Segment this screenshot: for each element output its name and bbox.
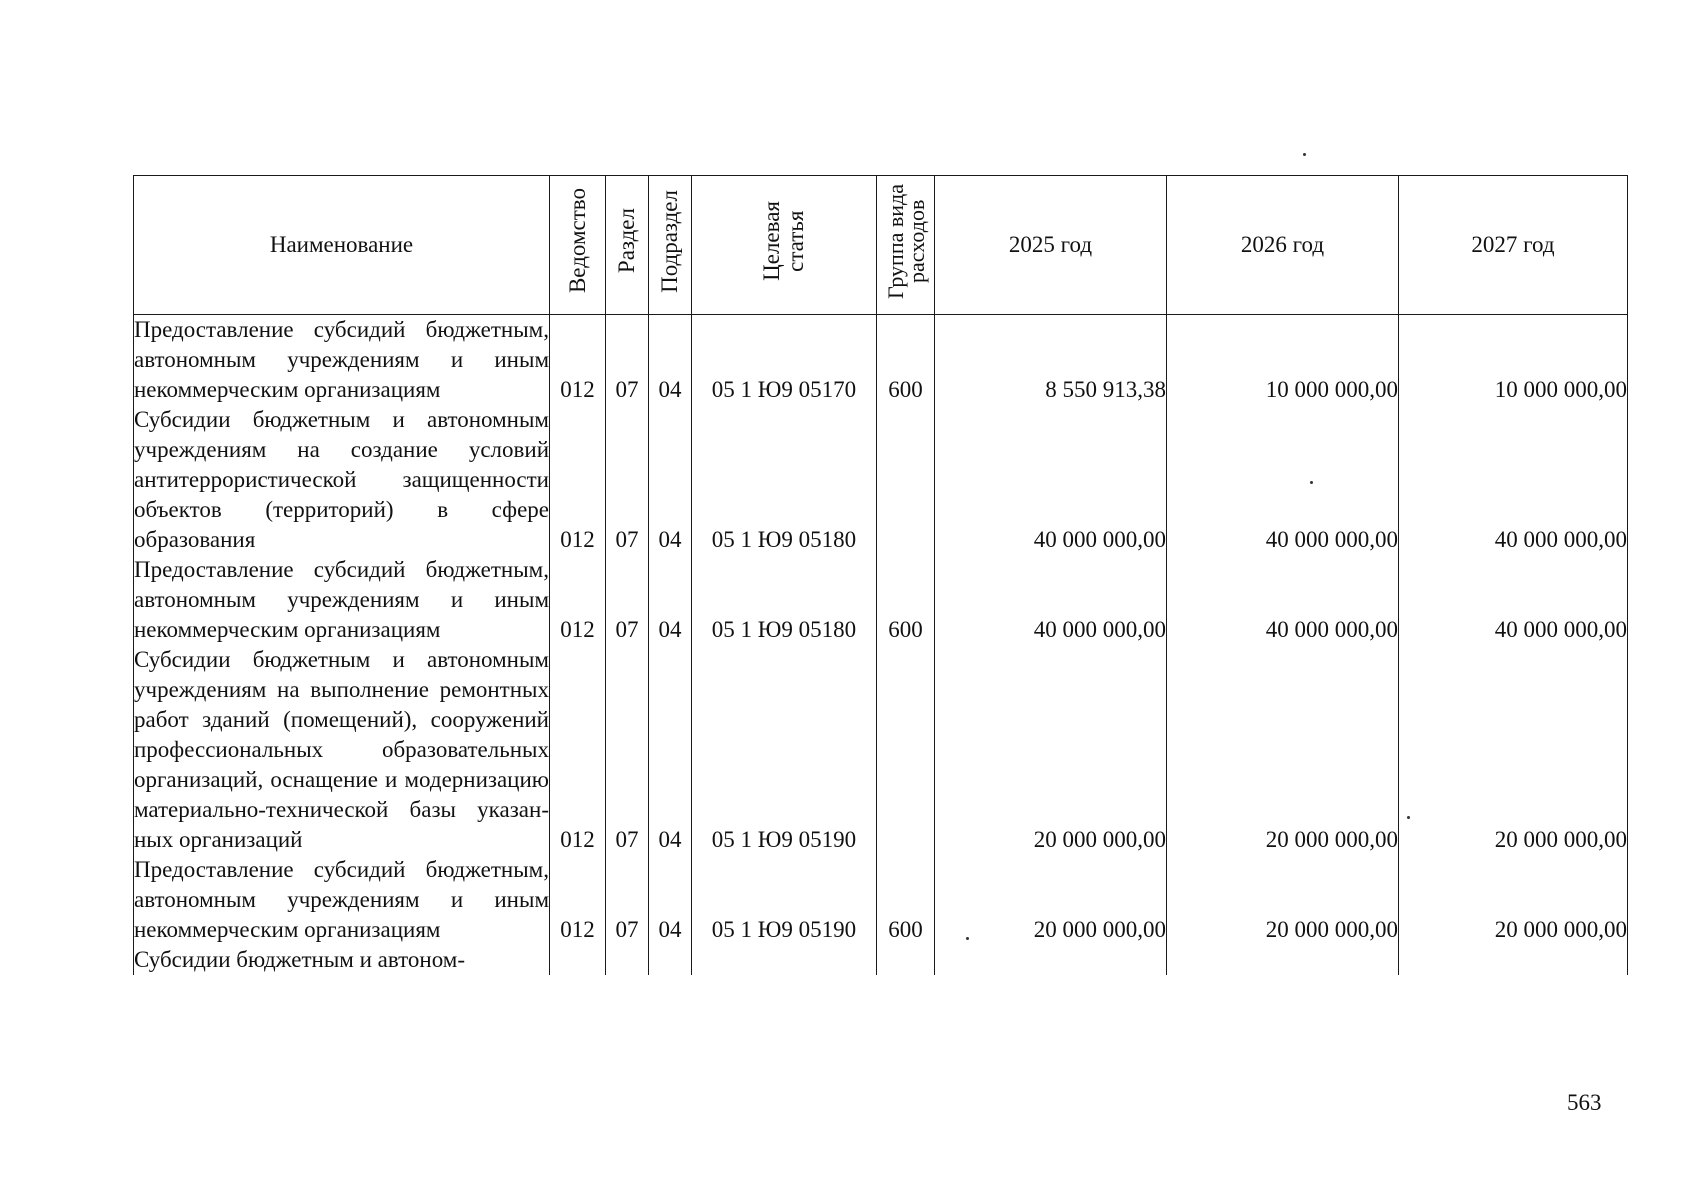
row-cell-empty <box>877 945 935 975</box>
scan-speck <box>966 937 969 940</box>
header-2027 <box>1399 176 1628 315</box>
row-subsection: 04 <box>649 315 692 406</box>
row-cell-empty <box>606 945 649 975</box>
row-amount-2025: 8 550 913,38 <box>935 315 1167 406</box>
scan-speck <box>1407 816 1410 819</box>
row-department: 012 <box>550 645 606 855</box>
table-header <box>134 176 1628 315</box>
row-amount-2025: 40 000 000,00 <box>935 405 1167 555</box>
header-department-text: Ведомство <box>564 188 590 294</box>
header-target-line1: Целевая <box>759 201 784 281</box>
budget-table <box>133 175 1628 975</box>
row-department: 012 <box>550 555 606 645</box>
row-expense-group <box>877 645 935 855</box>
row-section: 07 <box>606 555 649 645</box>
header-name-text: Наименование <box>269 232 414 257</box>
row-amount-2027: 40 000 000,00 <box>1399 555 1628 645</box>
row-cell-empty <box>692 945 877 975</box>
table-body <box>134 315 1628 976</box>
header-2025-text: 2025 год <box>1008 232 1093 257</box>
header-subsection <box>649 176 692 315</box>
row-department: 012 <box>550 855 606 945</box>
row-department: 012 <box>550 315 606 406</box>
row-section: 07 <box>606 405 649 555</box>
table-row <box>134 855 1628 945</box>
row-expense-group <box>877 405 935 555</box>
scan-speck <box>1303 153 1306 156</box>
header-expense-text <box>882 183 929 299</box>
row-amount-2026: 20 000 000,00 <box>1167 645 1399 855</box>
row-expense-group: 600 <box>877 555 935 645</box>
row-name: Предоставление субсидий бюджетным, автономным учреждениям и иным некоммерческим организациям <box>134 315 550 406</box>
row-amount-2026: 10 000 000,00 <box>1167 315 1399 406</box>
header-expense-group <box>877 176 935 315</box>
row-name: Субсидии бюджетным и автономным учреждениям на создание условий антитеррористической защищенности объектов (территорий) в сфере образования <box>134 405 550 555</box>
row-amount-2025: 40 000 000,00 <box>935 555 1167 645</box>
row-target: 05 1 Ю9 05180 <box>692 405 877 555</box>
table-row <box>134 315 1628 406</box>
header-expense-line1: Группа вида <box>882 183 908 299</box>
row-amount-2027: 40 000 000,00 <box>1399 405 1628 555</box>
header-section-text: Раздел <box>614 208 639 274</box>
row-subsection: 04 <box>649 555 692 645</box>
table-row <box>134 555 1628 645</box>
row-amount-2027: 10 000 000,00 <box>1399 315 1628 406</box>
row-section: 07 <box>606 645 649 855</box>
row-section: 07 <box>606 855 649 945</box>
row-target: 05 1 Ю9 05190 <box>692 645 877 855</box>
page-number: 563 <box>1567 1090 1602 1115</box>
row-name: Субсидии бюджетным и автоном- <box>134 945 550 975</box>
row-section: 07 <box>606 315 649 406</box>
row-target: 05 1 Ю9 05180 <box>692 555 877 645</box>
header-department <box>550 176 606 315</box>
row-department: 012 <box>550 405 606 555</box>
row-amount-2027: 20 000 000,00 <box>1399 855 1628 945</box>
row-subsection: 04 <box>649 645 692 855</box>
row-amount-2026: 20 000 000,00 <box>1167 855 1399 945</box>
row-cell-empty <box>649 945 692 975</box>
header-2026 <box>1167 176 1399 315</box>
row-amount-2027: 20 000 000,00 <box>1399 645 1628 855</box>
header-target-line2: статья <box>783 210 808 272</box>
header-subsection-text: Подраздел <box>657 189 682 293</box>
row-name: Предоставление субсидий бюджетным, автономным учреждениям и иным некоммерческим организациям <box>134 555 550 645</box>
header-expense-line2: расходов <box>903 199 929 283</box>
row-amount-2025: 20 000 000,00 <box>935 855 1167 945</box>
header-name <box>134 176 550 315</box>
row-amount-2025: 20 000 000,00 <box>935 645 1167 855</box>
header-2026-text: 2026 год <box>1240 232 1325 257</box>
row-amount-2026: 40 000 000,00 <box>1167 555 1399 645</box>
row-subsection: 04 <box>649 405 692 555</box>
row-cell-empty <box>1399 945 1628 975</box>
header-section <box>606 176 649 315</box>
row-target: 05 1 Ю9 05190 <box>692 855 877 945</box>
row-amount-2026: 40 000 000,00 <box>1167 405 1399 555</box>
row-expense-group: 600 <box>877 855 935 945</box>
row-subsection: 04 <box>649 855 692 945</box>
table-row <box>134 405 1628 555</box>
row-target: 05 1 Ю9 05170 <box>692 315 877 406</box>
row-cell-empty <box>550 945 606 975</box>
row-cell-empty <box>1167 945 1399 975</box>
row-cell-empty <box>935 945 1167 975</box>
row-expense-group: 600 <box>877 315 935 406</box>
row-name: Предоставление субсидий бюджетным, автономным учреждениям и иным некоммерческим организациям <box>134 855 550 945</box>
header-target-text <box>760 201 808 281</box>
row-name: Субсидии бюджетным и автономным учреждениям на выполнение ремонтных работ зданий (помещений), сооружений профессиональных образовательных организаций, оснащение и модернизацию материально-технической базы указанных организаций <box>134 645 550 855</box>
scan-speck <box>1310 481 1313 484</box>
table-row <box>134 645 1628 855</box>
header-2027-text: 2027 год <box>1471 232 1555 257</box>
header-target <box>692 176 877 315</box>
header-2025 <box>935 176 1167 315</box>
table-row-partial <box>134 945 1628 975</box>
